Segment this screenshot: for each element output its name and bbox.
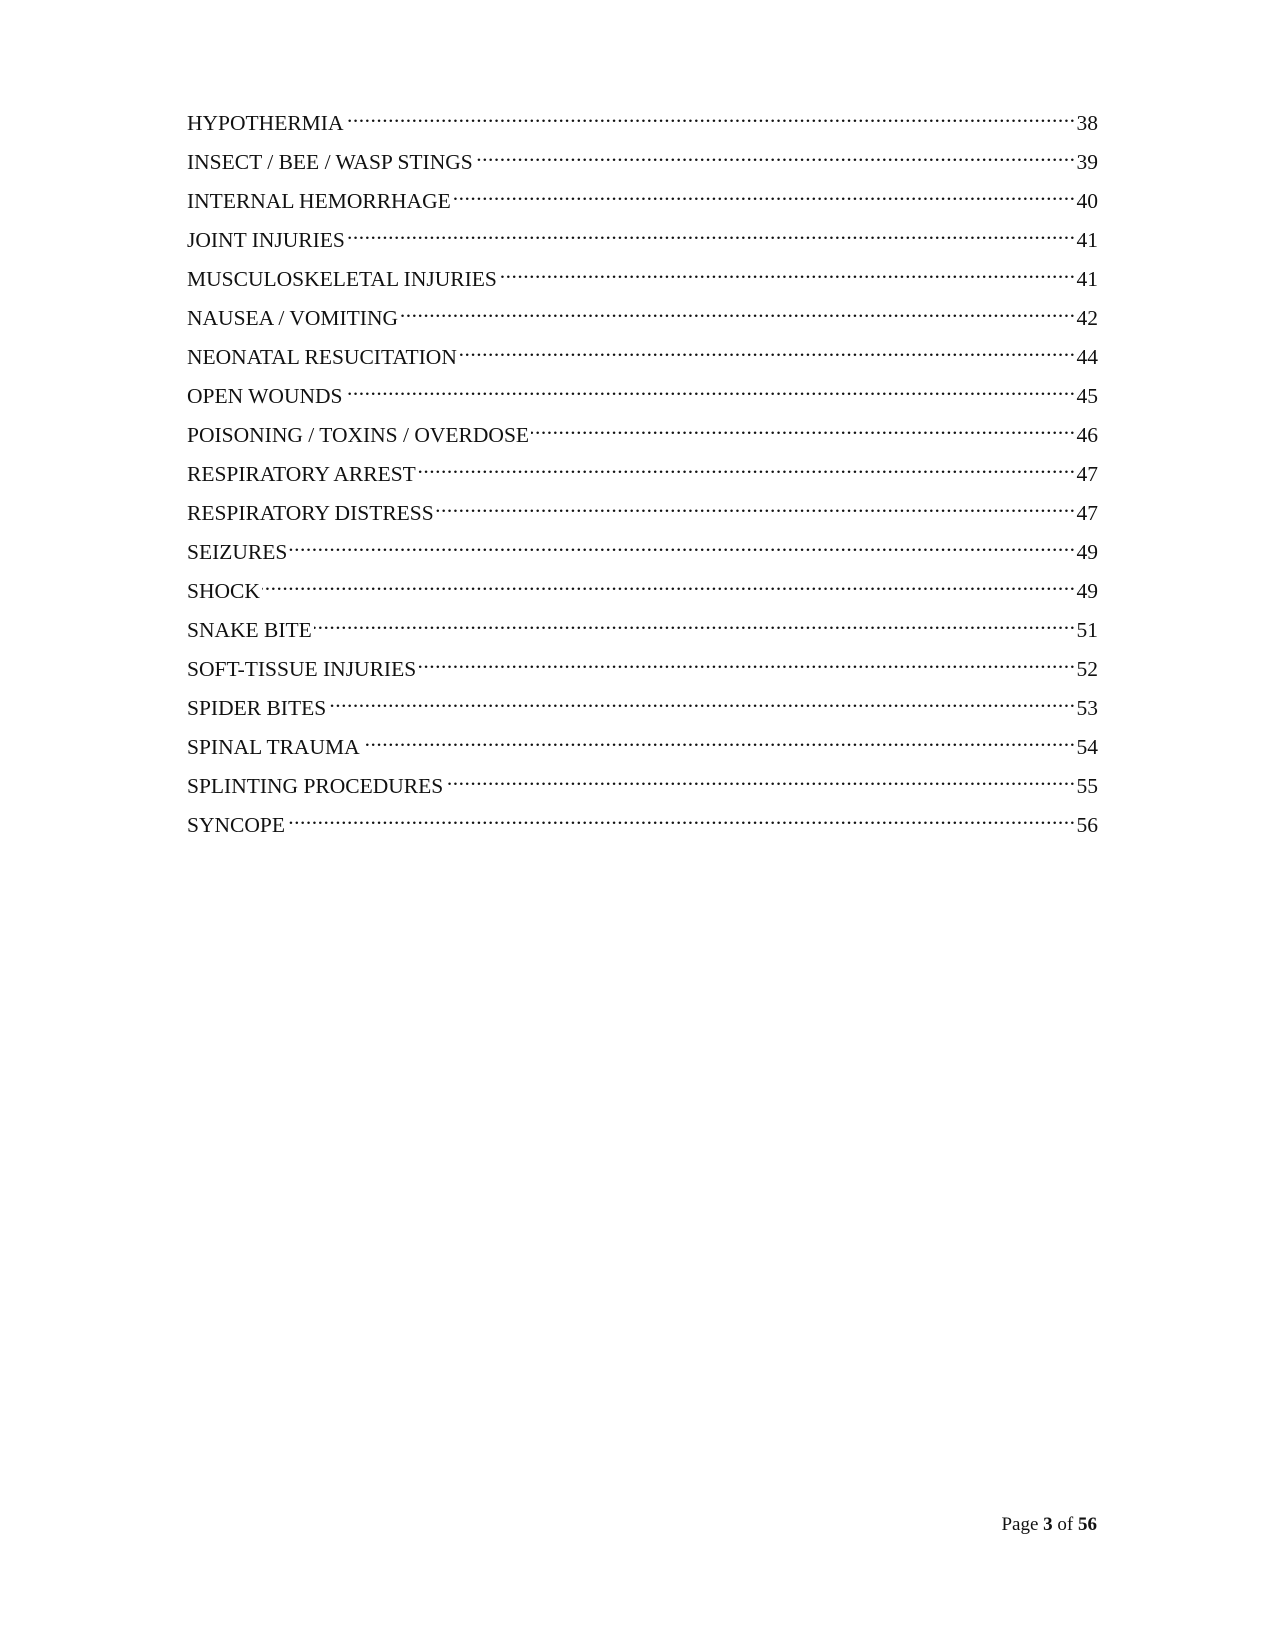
toc-entry-page: 39	[1076, 150, 1098, 174]
page-label: Page	[1001, 1514, 1039, 1535]
toc-dot-leader	[289, 529, 1075, 559]
toc-entry-page: 52	[1076, 657, 1098, 681]
toc-dot-leader	[345, 100, 1075, 130]
toc-dot-leader	[418, 451, 1076, 481]
toc-entry[interactable]	[187, 451, 1098, 490]
toc-entry[interactable]	[187, 295, 1098, 334]
toc-entry-title: INSECT / BEE / WASP STINGS	[187, 150, 473, 174]
toc-entry-title: SEIZURES	[187, 540, 288, 564]
toc-dot-leader	[328, 685, 1075, 715]
toc-entry[interactable]	[187, 217, 1098, 256]
toc-entry[interactable]	[187, 178, 1098, 217]
toc-dot-leader	[499, 256, 1076, 286]
toc-dot-leader	[366, 724, 1076, 754]
toc-entry[interactable]	[187, 763, 1098, 802]
toc-entry-title: OPEN WOUNDS	[187, 384, 343, 408]
toc-entry[interactable]	[187, 412, 1098, 451]
toc-entry-title: SHOCK	[187, 579, 260, 603]
toc-entry-title: INTERNAL HEMORRHAGE	[187, 189, 451, 213]
toc-entry[interactable]	[187, 100, 1098, 139]
toc-entry-page: 56	[1076, 813, 1098, 837]
toc-entry-title: SYNCOPE	[187, 813, 285, 837]
toc-entry-page: 46	[1076, 423, 1098, 447]
toc-entry[interactable]	[187, 334, 1098, 373]
toc-dot-leader	[262, 568, 1076, 598]
toc-dot-leader	[314, 607, 1076, 637]
toc-entry[interactable]	[187, 685, 1098, 724]
toc-entry[interactable]	[187, 529, 1098, 568]
toc-entry-title: RESPIRATORY ARREST	[187, 462, 416, 486]
toc-entry-title: SNAKE BITE	[187, 618, 312, 642]
toc-dot-leader	[531, 412, 1075, 442]
toc-entry[interactable]	[187, 139, 1098, 178]
toc-entry[interactable]	[187, 256, 1098, 295]
of-label: of	[1057, 1514, 1074, 1535]
toc-entry-title: MUSCULOSKELETAL INJURIES	[187, 267, 497, 291]
toc-entry-page: 42	[1076, 306, 1098, 330]
toc-entry-page: 44	[1076, 345, 1098, 369]
toc-entry-title: POISONING / TOXINS / OVERDOSE	[187, 423, 530, 447]
table-of-contents	[187, 100, 1098, 841]
toc-dot-leader	[459, 334, 1076, 364]
toc-entry-title: SOFT-TISSUE INJURIES	[187, 657, 417, 681]
toc-entry-title: HYPOTHERMIA	[187, 111, 344, 135]
toc-dot-leader	[475, 139, 1076, 169]
toc-entry-page: 40	[1076, 189, 1098, 213]
toc-entry[interactable]	[187, 646, 1098, 685]
toc-entry-page: 49	[1076, 579, 1098, 603]
toc-entry-page: 49	[1076, 540, 1098, 564]
page-footer	[1001, 1514, 1097, 1536]
toc-entry-page: 47	[1076, 462, 1098, 486]
toc-dot-leader	[436, 490, 1076, 520]
toc-entry-page: 54	[1076, 735, 1098, 759]
toc-entry-page: 51	[1076, 618, 1098, 642]
toc-entry-page: 41	[1076, 267, 1098, 291]
toc-entry-title: NEONATAL RESUCITATION	[187, 345, 457, 369]
toc-entry-title: NAUSEA / VOMITING	[187, 306, 399, 330]
toc-entry-page: 41	[1076, 228, 1098, 252]
toc-entry[interactable]	[187, 802, 1098, 841]
current-page-number: 3	[1043, 1514, 1053, 1535]
toc-entry-title: JOINT INJURIES	[187, 228, 345, 252]
toc-entry-title: SPINAL TRAUMA	[187, 735, 364, 759]
toc-entry-page: 55	[1076, 774, 1098, 798]
toc-entry-page: 45	[1076, 384, 1098, 408]
toc-entry[interactable]	[187, 490, 1098, 529]
toc-entry[interactable]	[187, 607, 1098, 646]
toc-entry[interactable]	[187, 724, 1098, 763]
toc-dot-leader	[287, 802, 1076, 832]
toc-entry[interactable]	[187, 373, 1098, 412]
toc-dot-leader	[445, 763, 1075, 793]
toc-entry-page: 53	[1076, 696, 1098, 720]
toc-entry-page: 47	[1076, 501, 1098, 525]
toc-entry[interactable]	[187, 568, 1098, 607]
toc-dot-leader	[400, 295, 1075, 325]
toc-entry-title: RESPIRATORY DISTRESS	[187, 501, 434, 525]
toc-dot-leader	[418, 646, 1075, 676]
total-pages-number: 56	[1078, 1514, 1097, 1535]
toc-dot-leader	[453, 178, 1076, 208]
toc-dot-leader	[345, 373, 1076, 403]
toc-entry-page: 38	[1076, 111, 1098, 135]
toc-entry-title: SPLINTING PROCEDURES	[187, 774, 444, 798]
toc-dot-leader	[347, 217, 1076, 247]
toc-entry-title: SPIDER BITES	[187, 696, 327, 720]
